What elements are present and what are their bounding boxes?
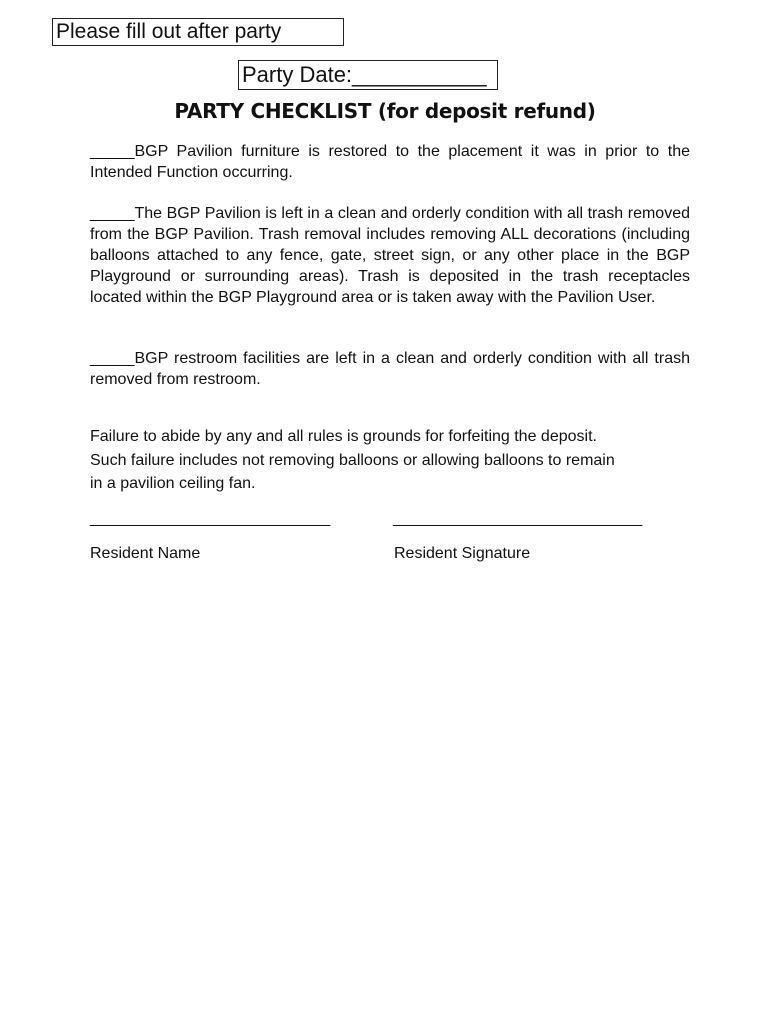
checklist-item-furniture — [90, 141, 690, 183]
checkbox-blank[interactable]: _____ — [90, 143, 135, 160]
party-date-label: Party Date:___________ — [242, 62, 487, 87]
checklist-item-text: BGP restroom facilities are left in a clean and orderly condition with all trash removed from restroom. — [90, 350, 690, 388]
notice-line: in a pavilion ceiling fan. — [90, 475, 256, 492]
checkbox-blank[interactable]: _____ — [90, 205, 135, 222]
checklist-item-cleanliness — [90, 203, 690, 308]
deposit-notice — [90, 425, 690, 496]
notice-line: Such failure includes not removing balloons or allowing balloons to remain — [90, 451, 615, 469]
notice-line: Failure to abide by any and all rules is grounds for forfeiting the deposit. — [90, 428, 597, 445]
fill-out-note-text: Please fill out after party — [56, 20, 282, 43]
checkbox-blank[interactable]: _____ — [90, 350, 135, 367]
resident-name-line[interactable]: ___________________________ — [90, 510, 331, 527]
checklist-item-text: BGP Pavilion furniture is restored to the placement it was in prior to the Intended Function occurring. — [90, 143, 690, 181]
page-title: PARTY CHECKLIST (for deposit refund) — [174, 99, 596, 123]
fill-out-note — [52, 18, 344, 46]
resident-signature-line[interactable]: ____________________________ — [393, 510, 643, 527]
checklist-item-text: The BGP Pavilion is left in a clean and orderly condition with all trash removed from the BGP Pavilion. Trash removal includes removing ALL decorations (including balloons attached to any fence, gate, street sign, or any other place in the BGP Playground or surrounding areas). Trash is deposited in the trash receptacles located within the BGP Playground area or is taken away with the Pavilion User. — [90, 205, 690, 306]
checklist-item-restroom — [90, 348, 690, 390]
resident-name-label: Resident Name — [90, 545, 201, 562]
resident-signature-label: Resident Signature — [394, 545, 531, 562]
party-date-field[interactable] — [238, 60, 498, 90]
